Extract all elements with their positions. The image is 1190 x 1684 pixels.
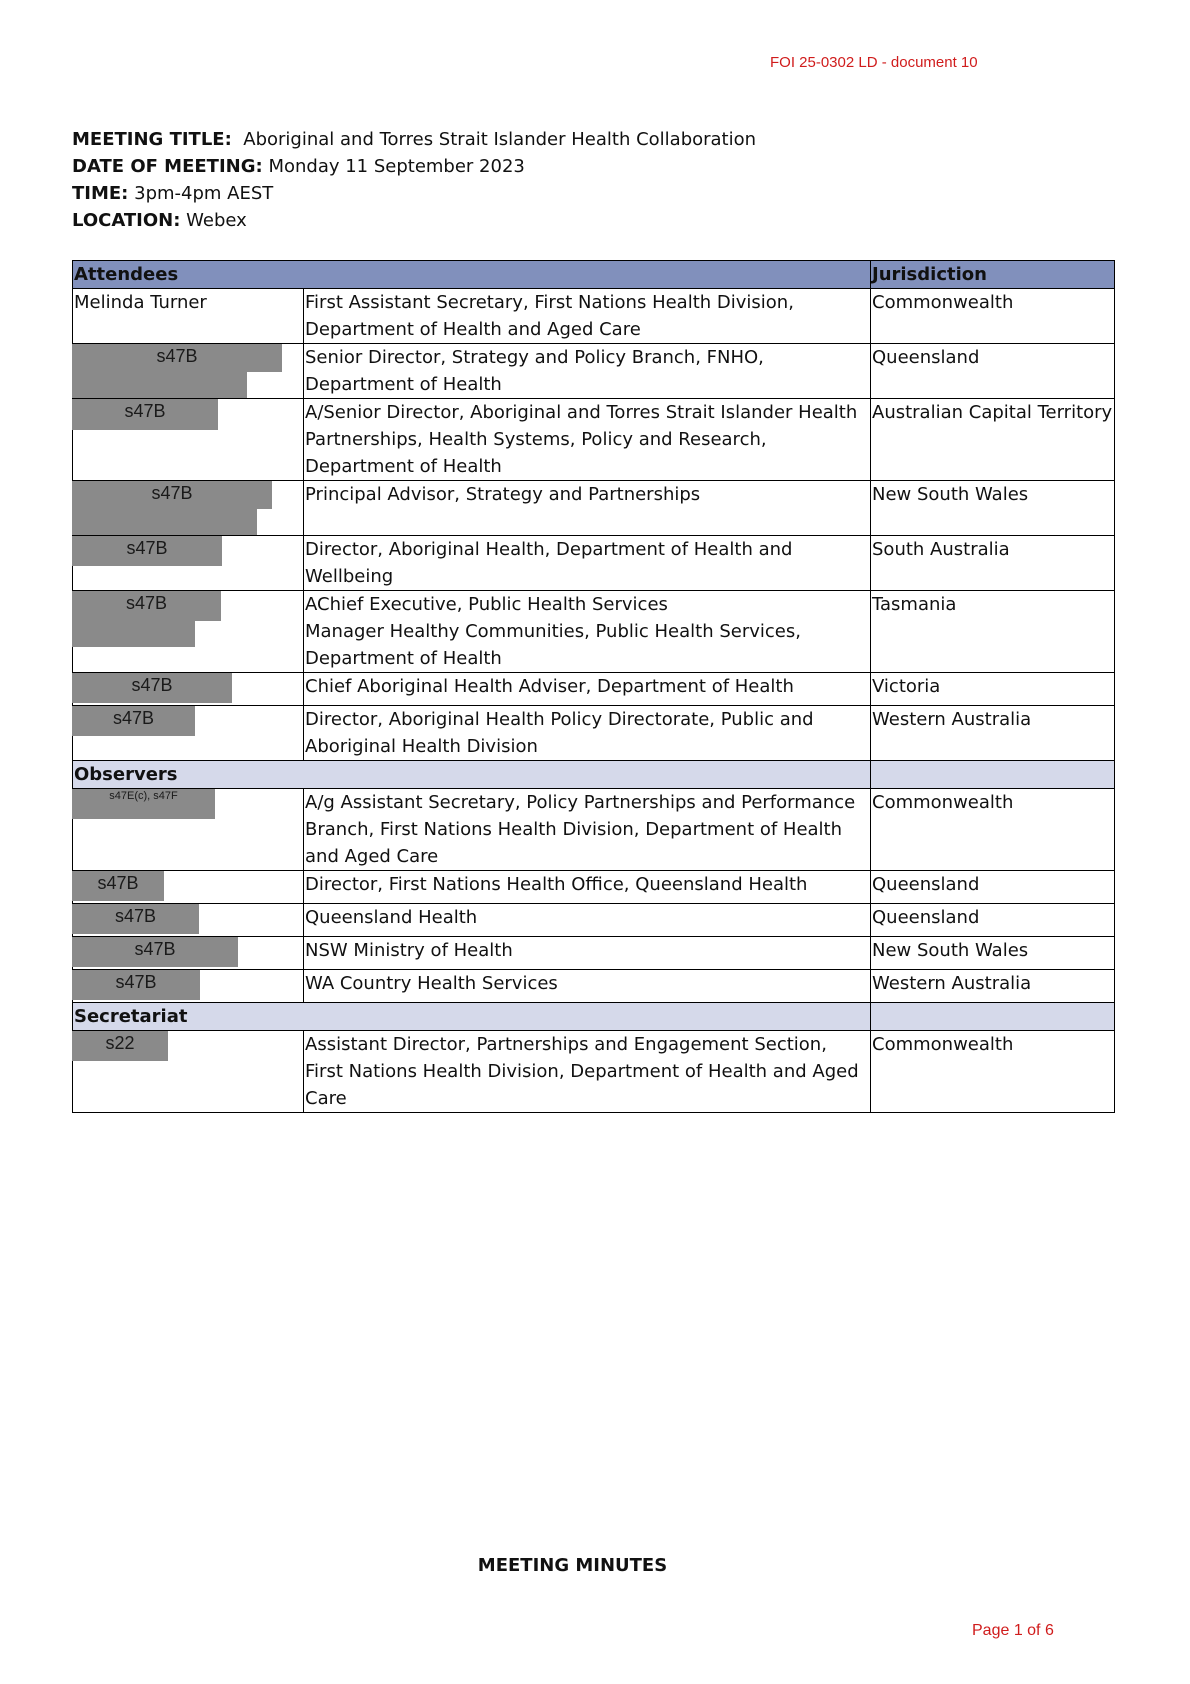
- header-attendees: Attendees: [73, 261, 871, 289]
- empty-cell: [871, 761, 1115, 789]
- observer-name-cell: [73, 937, 304, 970]
- attendee-jurisdiction: Australian Capital Territory: [871, 399, 1115, 481]
- meeting-date-line: [72, 153, 756, 180]
- table-row: [73, 706, 1115, 761]
- redaction-box: s47B: [72, 399, 218, 430]
- table-row: [73, 344, 1115, 399]
- observer-jurisdiction: Queensland: [871, 904, 1115, 937]
- secretariat-jurisdiction: Commonwealth: [871, 1031, 1115, 1113]
- redaction-box: s22: [72, 1031, 168, 1061]
- observer-role: NSW Ministry of Health: [304, 937, 871, 970]
- redaction-box: s47B: [72, 706, 195, 736]
- observer-name-cell: [73, 904, 304, 937]
- meeting-title-line: [72, 126, 756, 153]
- table-row: [73, 904, 1115, 937]
- attendee-role: Principal Advisor, Strategy and Partnerships: [304, 481, 871, 536]
- attendee-role: Senior Director, Strategy and Policy Branch, FNHO, Department of Health: [304, 344, 871, 399]
- attendee-name-cell: [73, 591, 304, 673]
- table-row: [73, 591, 1115, 673]
- attendee-jurisdiction: Commonwealth: [871, 289, 1115, 344]
- table-row: [73, 289, 1115, 344]
- attendee-name-cell: [73, 399, 304, 481]
- redaction-box: s47B: [72, 536, 222, 566]
- section-row-observers: [73, 761, 1115, 789]
- attendee-role: Director, Aboriginal Health, Department of Health and Wellbeing: [304, 536, 871, 591]
- observer-jurisdiction: Western Australia: [871, 970, 1115, 1003]
- table-row: [73, 871, 1115, 904]
- table-row: [73, 970, 1115, 1003]
- observer-role: A/g Assistant Secretary, Policy Partnerships and Performance Branch, First Nations Health Division, Department of Health and Aged Care: [304, 789, 871, 871]
- observer-jurisdiction: Queensland: [871, 871, 1115, 904]
- attendee-name-cell: [73, 673, 304, 706]
- observer-name-cell: [73, 871, 304, 904]
- attendees-table: [72, 260, 1115, 1113]
- meeting-date-label: DATE OF MEETING:: [72, 156, 263, 177]
- redaction-box: s47B: [72, 673, 232, 703]
- foi-reference: FOI 25-0302 LD - document 10: [770, 54, 978, 71]
- attendee-jurisdiction: Western Australia: [871, 706, 1115, 761]
- table-header-row: [73, 261, 1115, 289]
- secretariat-role: Assistant Director, Partnerships and Engagement Section, First Nations Health Division, Department of Health and Aged Care: [304, 1031, 871, 1113]
- secretariat-name-cell: [73, 1031, 304, 1113]
- attendee-name-cell: [73, 706, 304, 761]
- attendee-jurisdiction: South Australia: [871, 536, 1115, 591]
- observer-role: WA Country Health Services: [304, 970, 871, 1003]
- attendee-role: Chief Aboriginal Health Adviser, Department of Health: [304, 673, 871, 706]
- meeting-location-label: LOCATION:: [72, 210, 181, 231]
- attendee-role-secondary: Manager Healthy Communities, Public Health Services, Department of Health: [305, 621, 801, 669]
- attendee-jurisdiction: Queensland: [871, 344, 1115, 399]
- table-row: [73, 536, 1115, 591]
- observer-role: Queensland Health: [304, 904, 871, 937]
- redaction-box: [72, 621, 195, 647]
- attendee-role: Director, Aboriginal Health Policy Directorate, Public and Aboriginal Health Division: [304, 706, 871, 761]
- observer-name-cell: [73, 789, 304, 871]
- attendee-role: AChief Executive, Public Health Services: [305, 594, 668, 615]
- attendee-jurisdiction: Victoria: [871, 673, 1115, 706]
- page-number: Page 1 of 6: [972, 1622, 1054, 1639]
- observer-jurisdiction: New South Wales: [871, 937, 1115, 970]
- attendee-jurisdiction: New South Wales: [871, 481, 1115, 536]
- table-row: [73, 1031, 1115, 1113]
- attendee-role: A/Senior Director, Aboriginal and Torres Strait Islander Health Partnerships, Health Systems, Policy and Research, Department of Health: [304, 399, 871, 481]
- observer-name-cell: [73, 970, 304, 1003]
- redaction-box: s47B: [72, 591, 221, 621]
- header-jurisdiction: Jurisdiction: [871, 261, 1115, 289]
- attendee-name: Melinda Turner: [73, 289, 304, 344]
- meeting-time-line: [72, 180, 756, 207]
- redaction-box: s47B: [72, 904, 199, 934]
- meeting-location-line: [72, 207, 756, 234]
- attendee-name-cell: [73, 536, 304, 591]
- attendee-jurisdiction: Tasmania: [871, 591, 1115, 673]
- table-row: [73, 789, 1115, 871]
- meeting-title-label: MEETING TITLE:: [72, 129, 232, 150]
- table-row: [73, 937, 1115, 970]
- secretariat-label: Secretariat: [73, 1003, 871, 1031]
- meeting-location: Webex: [186, 210, 247, 231]
- section-row-secretariat: [73, 1003, 1115, 1031]
- attendee-name-cell: [73, 344, 304, 399]
- attendee-role: First Assistant Secretary, First Nations Health Division, Department of Health and Aged Care: [304, 289, 871, 344]
- observer-jurisdiction: Commonwealth: [871, 789, 1115, 871]
- table-row: [73, 673, 1115, 706]
- redaction-box: s47B: [72, 344, 282, 372]
- attendee-role-cell: [304, 591, 871, 673]
- meeting-time-label: TIME:: [72, 183, 129, 204]
- redaction-box: s47B: [72, 970, 200, 1000]
- redaction-box: s47B: [72, 481, 272, 509]
- meeting-date: Monday 11 September 2023: [268, 156, 525, 177]
- redaction-box: s47B: [72, 871, 164, 901]
- empty-cell: [871, 1003, 1115, 1031]
- observer-role: Director, First Nations Health Office, Queensland Health: [304, 871, 871, 904]
- redaction-box: s47B: [72, 937, 238, 967]
- meeting-details: [72, 126, 756, 234]
- redaction-box: s47E(c), s47F: [72, 789, 215, 819]
- table-row: [73, 399, 1115, 481]
- meeting-time: 3pm-4pm AEST: [134, 183, 274, 204]
- table-row: [73, 481, 1115, 536]
- observers-label: Observers: [73, 761, 871, 789]
- meeting-title: Aboriginal and Torres Strait Islander Health Collaboration: [243, 129, 757, 150]
- footer-title: MEETING MINUTES: [477, 1555, 668, 1576]
- redaction-box: [72, 372, 247, 398]
- redaction-box: [72, 509, 257, 535]
- attendee-name-cell: [73, 481, 304, 536]
